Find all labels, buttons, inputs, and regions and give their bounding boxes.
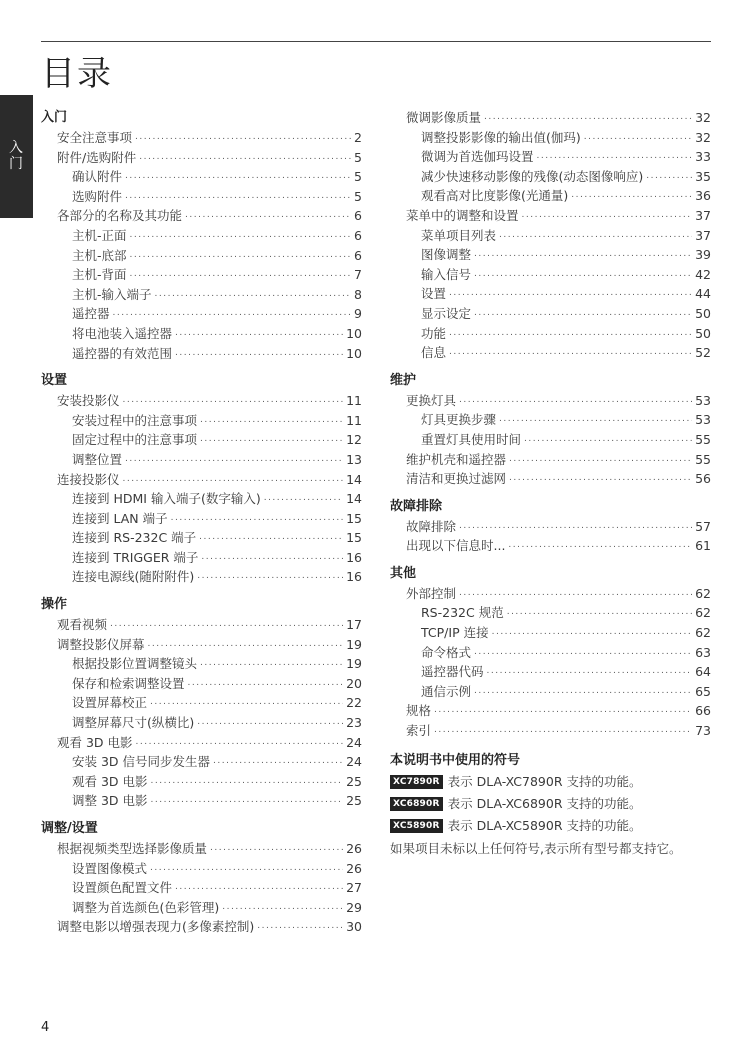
toc-entry-page: 29 bbox=[346, 899, 362, 915]
toc-entry-title: 灯具更换步骤 bbox=[421, 412, 497, 428]
toc-entry-page: 22 bbox=[346, 695, 362, 711]
toc-section bbox=[41, 371, 362, 587]
toc-entry[interactable] bbox=[390, 343, 711, 363]
dot-leader bbox=[200, 430, 343, 450]
symbol-description: 表示 DLA-XC7890R 支持的功能。 bbox=[447, 773, 642, 789]
toc-entry[interactable] bbox=[41, 128, 362, 148]
toc-entry[interactable] bbox=[41, 567, 362, 587]
toc-entry-title: 出现以下信息时... bbox=[406, 538, 506, 554]
toc-entry[interactable] bbox=[390, 167, 711, 187]
toc-entry-page: 11 bbox=[346, 412, 362, 428]
toc-section bbox=[41, 595, 362, 811]
dot-leader bbox=[200, 411, 343, 431]
toc-entry-page: 17 bbox=[346, 617, 362, 633]
toc-entry-page: 15 bbox=[346, 510, 362, 526]
toc-entry-title: 安装过程中的注意事项 bbox=[72, 412, 198, 428]
toc-entry-page: 5 bbox=[354, 149, 362, 165]
dot-leader bbox=[434, 701, 692, 721]
dot-leader bbox=[499, 410, 692, 430]
toc-entry-title: 观看 3D 电影 bbox=[72, 773, 148, 789]
toc-entry[interactable] bbox=[390, 623, 711, 643]
dot-leader bbox=[150, 859, 343, 879]
dot-leader bbox=[492, 623, 693, 643]
dot-leader bbox=[125, 187, 351, 207]
toc-entry-title: 显示设定 bbox=[421, 305, 472, 321]
dot-leader bbox=[175, 344, 343, 364]
toc-entry-page: 53 bbox=[695, 412, 711, 428]
toc-entry[interactable] bbox=[390, 128, 711, 148]
toc-entry-page: 26 bbox=[346, 860, 362, 876]
dot-leader bbox=[487, 662, 693, 682]
dot-leader bbox=[434, 721, 692, 741]
dot-leader bbox=[197, 713, 343, 733]
toc-entry[interactable] bbox=[41, 693, 362, 713]
dot-leader bbox=[197, 567, 343, 587]
toc-entry-page: 16 bbox=[346, 569, 362, 585]
toc-entry-page: 5 bbox=[354, 169, 362, 185]
toc-left-column bbox=[41, 108, 362, 945]
toc-entry[interactable] bbox=[41, 246, 362, 266]
dot-leader bbox=[136, 733, 344, 753]
toc-entry[interactable] bbox=[41, 489, 362, 509]
toc-section bbox=[41, 819, 362, 937]
toc-entry-page: 6 bbox=[354, 247, 362, 263]
toc-entry[interactable] bbox=[390, 721, 711, 741]
page-number: 4 bbox=[41, 1020, 50, 1035]
toc-entry-title: 连接到 RS-232C 端子 bbox=[72, 530, 197, 546]
toc-entry[interactable] bbox=[41, 206, 362, 226]
toc-entry-title: 各部分的名称及其功能 bbox=[57, 208, 183, 224]
toc-entry-page: 39 bbox=[695, 247, 711, 263]
dot-leader bbox=[507, 603, 692, 623]
toc-section bbox=[390, 371, 711, 489]
toc-entry[interactable] bbox=[390, 584, 711, 604]
toc-entry-page: 33 bbox=[695, 149, 711, 165]
dot-leader bbox=[537, 147, 693, 167]
toc-entry-page: 52 bbox=[695, 345, 711, 361]
toc-entry-page: 66 bbox=[695, 703, 711, 719]
dot-leader bbox=[449, 343, 692, 363]
toc-entry[interactable] bbox=[41, 265, 362, 285]
dot-leader bbox=[175, 324, 343, 344]
dot-leader bbox=[125, 450, 343, 470]
toc-entry[interactable] bbox=[41, 654, 362, 674]
toc-entry[interactable] bbox=[41, 411, 362, 431]
toc-entry-page: 11 bbox=[346, 393, 362, 409]
toc-entry-page: 63 bbox=[695, 644, 711, 660]
toc-entry[interactable] bbox=[390, 603, 711, 623]
toc-entry-page: 55 bbox=[695, 451, 711, 467]
toc-entry-title: 图像调整 bbox=[421, 247, 472, 263]
toc-entry[interactable] bbox=[390, 662, 711, 682]
dot-leader bbox=[474, 304, 692, 324]
symbols-note: 如果项目未标以上任何符号,表示所有型号都支持它。 bbox=[390, 840, 682, 856]
toc-entry-title: 菜单中的调整和设置 bbox=[406, 207, 519, 223]
toc-entry-title: 观看视频 bbox=[57, 617, 108, 633]
dot-leader bbox=[524, 430, 692, 450]
toc-entry[interactable] bbox=[41, 391, 362, 411]
dot-leader bbox=[113, 304, 352, 324]
dot-leader bbox=[571, 186, 692, 206]
toc-entry[interactable] bbox=[41, 450, 362, 470]
toc-entry[interactable] bbox=[41, 615, 362, 635]
symbol-description: 表示 DLA-XC6890R 支持的功能。 bbox=[447, 795, 642, 811]
toc-entry-title: 减少快速移动影像的残像(动态图像响应) bbox=[421, 168, 644, 184]
toc-entry-title: 连接到 HDMI 输入端子(数字输入) bbox=[72, 491, 261, 507]
toc-entry[interactable] bbox=[390, 265, 711, 285]
toc-entry-title: 命令格式 bbox=[421, 644, 472, 660]
toc-entry[interactable] bbox=[41, 772, 362, 792]
toc-entry[interactable] bbox=[390, 682, 711, 702]
toc-entry-title: 调整 3D 电影 bbox=[72, 793, 148, 809]
toc-entry[interactable] bbox=[41, 859, 362, 879]
toc-entry[interactable] bbox=[41, 324, 362, 344]
toc-entry[interactable] bbox=[41, 344, 362, 364]
dot-leader bbox=[130, 265, 352, 285]
toc-entry[interactable] bbox=[41, 733, 362, 753]
dot-leader bbox=[264, 489, 343, 509]
toc-entry[interactable] bbox=[41, 674, 362, 694]
dot-leader bbox=[584, 128, 692, 148]
toc-entry-page: 37 bbox=[695, 207, 711, 223]
toc-entry-title: 设置颜色配置文件 bbox=[72, 880, 173, 896]
toc-entry-title: 确认附件 bbox=[72, 169, 123, 185]
toc-entry-title: 调整投影影像的输出值(伽玛) bbox=[421, 129, 581, 145]
symbol-description: 表示 DLA-XC5890R 支持的功能。 bbox=[447, 817, 642, 833]
dot-leader bbox=[474, 265, 692, 285]
top-rule bbox=[41, 41, 711, 42]
toc-entry[interactable] bbox=[41, 791, 362, 811]
toc-entry[interactable] bbox=[390, 410, 711, 430]
toc-entry-page: 36 bbox=[695, 188, 711, 204]
toc-entry-page: 19 bbox=[346, 656, 362, 672]
toc-entry-page: 15 bbox=[346, 530, 362, 546]
toc-entry[interactable] bbox=[390, 536, 711, 556]
toc-entry-title: 观看 3D 电影 bbox=[57, 734, 133, 750]
toc-entry[interactable] bbox=[41, 285, 362, 305]
toc-entry[interactable] bbox=[41, 898, 362, 918]
toc-entry-title: 选购附件 bbox=[72, 188, 123, 204]
model-badge: XC6890R bbox=[390, 797, 443, 811]
toc-entry-title: 外部控制 bbox=[406, 585, 457, 601]
toc-entry-title: 遥控器代码 bbox=[421, 664, 484, 680]
toc-entry-title: 遥控器的有效范围 bbox=[72, 345, 173, 361]
toc-entry-page: 35 bbox=[695, 168, 711, 184]
dot-leader bbox=[499, 226, 692, 246]
toc-entry-page: 55 bbox=[695, 431, 711, 447]
toc-entry[interactable] bbox=[390, 430, 711, 450]
model-badge: XC5890R bbox=[390, 819, 443, 833]
toc-entry-title: 重置灯具使用时间 bbox=[421, 431, 522, 447]
toc-section bbox=[390, 564, 711, 741]
toc-entry-page: 64 bbox=[695, 664, 711, 680]
toc-entry-title: 信息 bbox=[421, 345, 447, 361]
toc-entry-page: 13 bbox=[346, 451, 362, 467]
toc-entry-page: 53 bbox=[695, 392, 711, 408]
side-tab-label: 入门 bbox=[9, 140, 23, 172]
dot-leader bbox=[210, 839, 343, 859]
toc-section bbox=[390, 497, 711, 556]
toc-entry-page: 25 bbox=[346, 793, 362, 809]
dot-leader bbox=[509, 450, 692, 470]
toc-entry-title: 更换灯具 bbox=[406, 392, 457, 408]
toc-entry-title: 保存和检索调整设置 bbox=[72, 675, 185, 691]
toc-entry-title: 安全注意事项 bbox=[57, 130, 133, 145]
toc-entry[interactable] bbox=[390, 226, 711, 246]
toc-entry[interactable] bbox=[41, 528, 362, 548]
dot-leader bbox=[130, 246, 352, 266]
toc-entry[interactable] bbox=[390, 391, 711, 411]
toc-entry-page: 24 bbox=[346, 754, 362, 770]
toc-entry-title: 功能 bbox=[421, 325, 447, 341]
symbol-line bbox=[390, 771, 711, 793]
toc-entry[interactable] bbox=[41, 187, 362, 207]
toc-entry-title: 连接到 LAN 端子 bbox=[72, 510, 168, 526]
dot-leader bbox=[151, 791, 344, 811]
toc-entry-title: 故障排除 bbox=[406, 518, 457, 534]
toc-entry-title: 根据投影位置调整镜头 bbox=[72, 656, 198, 672]
toc-entry-page: 14 bbox=[346, 491, 362, 507]
symbol-line bbox=[390, 815, 711, 837]
dot-leader bbox=[135, 128, 351, 148]
symbols-heading: 本说明书中使用的符号 bbox=[390, 752, 521, 768]
toc-entry-title: 设置图像模式 bbox=[72, 860, 148, 876]
section-heading: 调整/设置 bbox=[41, 821, 98, 836]
toc-entry-page: 37 bbox=[695, 227, 711, 243]
toc-entry-page: 24 bbox=[346, 734, 362, 750]
toc-entry-title: 调整电影以增强表现力(多像素控制) bbox=[57, 919, 255, 935]
dot-leader bbox=[150, 693, 343, 713]
toc-section bbox=[41, 108, 362, 363]
section-heading: 操作 bbox=[41, 597, 68, 613]
dot-leader bbox=[509, 469, 692, 489]
toc-entry[interactable] bbox=[390, 324, 711, 344]
toc-entry-title: 将电池装入遥控器 bbox=[72, 325, 173, 341]
toc-entry-page: 6 bbox=[354, 208, 362, 224]
toc-entry-page: 9 bbox=[354, 306, 362, 322]
toc-entry-title: 主机-背面 bbox=[72, 267, 127, 283]
toc-entry[interactable] bbox=[41, 304, 362, 324]
toc-entry-title: 输入信号 bbox=[421, 266, 472, 282]
toc-entry-title: 安装 3D 信号同步发生器 bbox=[72, 754, 211, 770]
dot-leader bbox=[508, 536, 692, 556]
section-heading: 故障排除 bbox=[390, 498, 443, 514]
toc-entry-title: 观看高对比度影像(光通量) bbox=[421, 188, 569, 204]
dot-leader bbox=[125, 167, 351, 187]
dot-leader bbox=[171, 509, 343, 529]
side-tab bbox=[0, 95, 33, 218]
toc-entry[interactable] bbox=[390, 469, 711, 489]
dot-leader bbox=[459, 517, 692, 537]
toc-entry-title: 设置屏幕校正 bbox=[72, 695, 148, 711]
toc-entry-title: 调整屏幕尺寸(纵横比) bbox=[72, 715, 195, 731]
toc-entry[interactable] bbox=[41, 226, 362, 246]
toc-entry-page: 26 bbox=[346, 841, 362, 856]
toc-entry-page: 57 bbox=[695, 518, 711, 534]
toc-entry[interactable] bbox=[390, 450, 711, 470]
toc-entry[interactable] bbox=[41, 167, 362, 187]
dot-leader bbox=[200, 654, 343, 674]
dot-leader bbox=[484, 108, 692, 128]
symbol-line bbox=[390, 793, 711, 815]
toc-entry[interactable] bbox=[390, 517, 711, 537]
toc-entry-page: 65 bbox=[695, 683, 711, 699]
toc-entry-page: 19 bbox=[346, 636, 362, 652]
toc-entry-title: 主机-输入端子 bbox=[72, 286, 152, 302]
toc-entry-title: 固定过程中的注意事项 bbox=[72, 432, 198, 448]
toc-entry-page: 62 bbox=[695, 625, 711, 641]
toc-entry-page: 12 bbox=[346, 432, 362, 448]
dot-leader bbox=[139, 148, 351, 168]
toc-entry-page: 44 bbox=[695, 286, 711, 302]
toc-entry-title: 主机-底部 bbox=[72, 247, 127, 263]
dot-leader bbox=[213, 752, 343, 772]
toc-entry-page: 61 bbox=[695, 538, 711, 554]
dot-leader bbox=[188, 674, 344, 694]
section-heading: 其他 bbox=[390, 565, 417, 581]
toc-entry-title: 清洁和更换过滤网 bbox=[406, 471, 507, 487]
dot-leader bbox=[459, 584, 692, 604]
toc-entry-page: 25 bbox=[346, 773, 362, 789]
toc-entry-title: TCP/IP 连接 bbox=[421, 625, 489, 641]
page-title: 目录 bbox=[41, 54, 113, 94]
toc-entry[interactable] bbox=[390, 147, 711, 167]
toc-entry-title: 调整位置 bbox=[72, 451, 123, 467]
dot-leader bbox=[459, 391, 692, 411]
toc-entry-page: 7 bbox=[354, 267, 362, 283]
toc-entry-title: 连接到 TRIGGER 端子 bbox=[72, 549, 199, 565]
dot-leader bbox=[175, 878, 343, 898]
toc-entry[interactable] bbox=[390, 206, 711, 226]
toc-entry[interactable] bbox=[390, 284, 711, 304]
dot-leader bbox=[151, 772, 344, 792]
toc-entry-page: 16 bbox=[346, 549, 362, 565]
model-badge: XC7890R bbox=[390, 775, 443, 789]
toc-entry-title: 索引 bbox=[406, 723, 432, 739]
section-heading: 入门 bbox=[41, 110, 68, 125]
toc-entry-page: 14 bbox=[346, 471, 362, 487]
toc-entry-title: 主机-正面 bbox=[72, 227, 127, 243]
toc-entry[interactable] bbox=[390, 304, 711, 324]
toc-entry-title: 连接电源线(随附附件) bbox=[72, 569, 195, 585]
toc-entry[interactable] bbox=[390, 701, 711, 721]
dot-leader bbox=[155, 285, 352, 305]
toc-entry-title: 调整为首选颜色(色彩管理) bbox=[72, 899, 220, 915]
toc-entry-page: 2 bbox=[354, 130, 362, 145]
dot-leader bbox=[646, 167, 692, 187]
dot-leader bbox=[185, 206, 351, 226]
toc-entry[interactable] bbox=[41, 509, 362, 529]
toc-entry-page: 20 bbox=[346, 675, 362, 691]
toc-entry-title: 安装投影仪 bbox=[57, 393, 120, 409]
toc-entry[interactable] bbox=[41, 713, 362, 733]
dot-leader bbox=[201, 548, 343, 568]
section-heading: 维护 bbox=[390, 372, 417, 388]
dot-leader bbox=[474, 245, 692, 265]
toc-entry[interactable] bbox=[41, 548, 362, 568]
toc-entry-page: 30 bbox=[346, 919, 362, 935]
toc-entry-page: 50 bbox=[695, 325, 711, 341]
dot-leader bbox=[199, 528, 343, 548]
toc-entry-page: 5 bbox=[354, 188, 362, 204]
toc-entry-page: 6 bbox=[354, 227, 362, 243]
dot-leader bbox=[474, 682, 692, 702]
toc-entry[interactable] bbox=[41, 917, 362, 937]
dot-leader bbox=[522, 206, 693, 226]
toc-entry-title: 微调为首选伽玛设置 bbox=[421, 149, 534, 165]
toc-entry-page: 62 bbox=[695, 585, 711, 601]
toc-entry-page: 8 bbox=[354, 286, 362, 302]
toc-entry[interactable] bbox=[41, 635, 362, 655]
toc-entry-title: 附件/选购附件 bbox=[57, 149, 137, 165]
dot-leader bbox=[449, 324, 692, 344]
toc-entry-page: 73 bbox=[695, 723, 711, 739]
toc-entry[interactable] bbox=[41, 878, 362, 898]
toc-entry-title: 菜单项目列表 bbox=[421, 227, 497, 243]
toc-entry-title: 设置 bbox=[421, 286, 447, 302]
toc-entry-page: 10 bbox=[346, 345, 362, 361]
toc-right-column bbox=[390, 108, 711, 858]
toc-entry-title: 遥控器 bbox=[72, 306, 110, 322]
toc-entry[interactable] bbox=[41, 470, 362, 490]
toc-entry-title: 维护机壳和遥控器 bbox=[406, 451, 507, 467]
dot-leader bbox=[130, 226, 352, 246]
toc-entry[interactable] bbox=[390, 643, 711, 663]
toc-entry-title: 连接投影仪 bbox=[57, 471, 120, 487]
section-heading: 设置 bbox=[41, 373, 68, 389]
toc-entry-title: 调整投影仪屏幕 bbox=[57, 636, 145, 652]
toc-entry-page: 50 bbox=[695, 305, 711, 321]
toc-entry[interactable] bbox=[390, 108, 711, 128]
toc-entry-title: 通信示例 bbox=[421, 683, 472, 699]
dot-leader bbox=[222, 898, 343, 918]
toc-entry-page: 10 bbox=[346, 325, 362, 341]
toc-entry-page: 23 bbox=[346, 715, 362, 731]
toc-entry-title: RS-232C 规范 bbox=[421, 605, 504, 621]
toc-entry-title: 微调影像质量 bbox=[406, 110, 482, 125]
dot-leader bbox=[474, 643, 692, 663]
toc-entry[interactable] bbox=[41, 839, 362, 859]
dot-leader bbox=[148, 635, 344, 655]
toc-entry[interactable] bbox=[41, 752, 362, 772]
toc-entry-page: 56 bbox=[695, 471, 711, 487]
toc-entry-page: 42 bbox=[695, 266, 711, 282]
toc-entry[interactable] bbox=[390, 186, 711, 206]
toc-entry-page: 32 bbox=[695, 110, 711, 125]
dot-leader bbox=[257, 917, 343, 937]
toc-entry-title: 规格 bbox=[406, 703, 432, 719]
dot-leader bbox=[123, 470, 344, 490]
toc-entry[interactable] bbox=[390, 245, 711, 265]
dot-leader bbox=[449, 284, 692, 304]
toc-entry[interactable] bbox=[41, 148, 362, 168]
toc-entry-title: 根据视频类型选择影像质量 bbox=[57, 841, 208, 856]
dot-leader bbox=[110, 615, 343, 635]
toc-entry-page: 62 bbox=[695, 605, 711, 621]
toc-entry[interactable] bbox=[41, 430, 362, 450]
toc-entry-page: 32 bbox=[695, 129, 711, 145]
dot-leader bbox=[123, 391, 344, 411]
toc-entry-page: 27 bbox=[346, 880, 362, 896]
toc-section bbox=[390, 108, 711, 363]
